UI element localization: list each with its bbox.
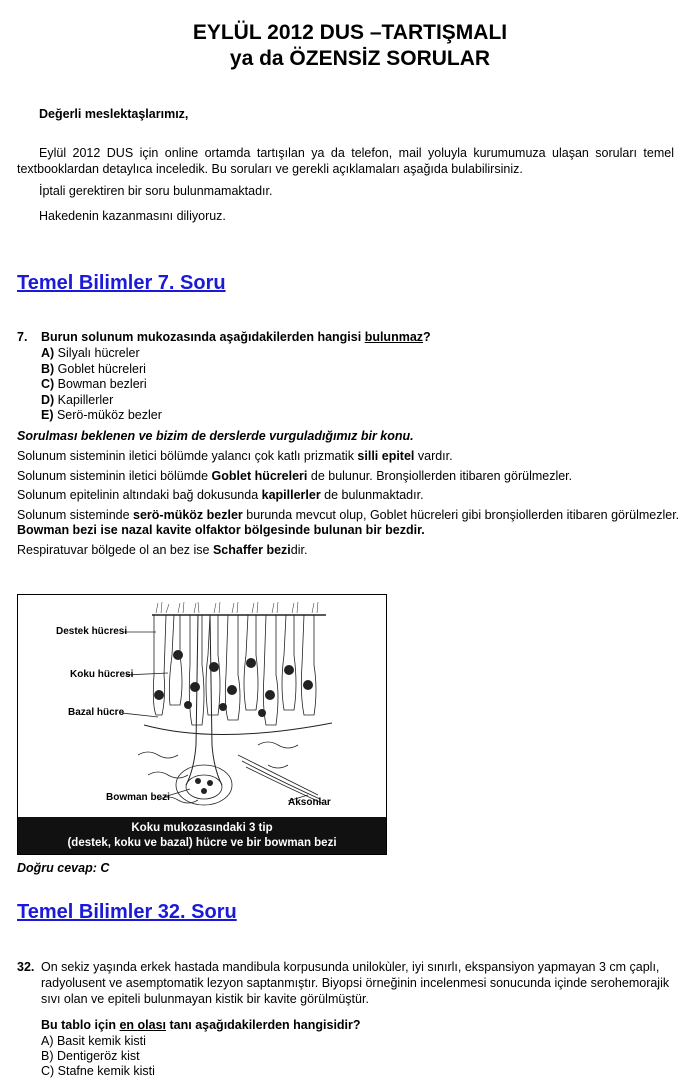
bold-term: Schaffer bezi [212, 543, 291, 557]
option-letter: D) [41, 393, 55, 407]
figure-caption [18, 817, 386, 854]
caption-line2: (destek, koku ve bazal) hücre ve bir bowman bezi [67, 837, 337, 849]
question-ask [41, 1017, 361, 1033]
option-label: Bowman bezleri [54, 377, 147, 391]
question-text [41, 329, 431, 345]
page-title-line1: EYLÜL 2012 DUS –TARTIŞMALI [192, 21, 508, 44]
text-run: Solunum epitelinin altındaki bağ dokusunda [17, 488, 262, 502]
label-support-cell: Destek hücresi [56, 626, 128, 637]
text-run: Solunum sisteminin iletici bölümde [17, 469, 212, 483]
intro-note: İptali gerektiren bir soru bulunmamaktadır. [39, 184, 273, 198]
option-d [41, 393, 113, 409]
option-label: Silyalı hücreler [54, 346, 140, 360]
question-text-part: ? [423, 330, 431, 344]
bold-term: serö-müköz bezler [133, 508, 243, 522]
text-run: Bu tablo için [41, 1018, 120, 1032]
text-run: burunda mevcut olup, Goblet hücreleri gibi bronşiollerden itibaren görülmezler. [242, 508, 680, 522]
text-run: Solunum sisteminde [17, 508, 134, 522]
bold-term: silli epitel [357, 449, 415, 463]
greeting: Değerli meslektaşlarımız, [39, 107, 189, 121]
caption-line1: Koku mukozasındaki 3 tip [131, 822, 273, 834]
option-a [41, 346, 140, 362]
question-number: 7. [17, 330, 28, 344]
option-letter: A) [41, 346, 55, 360]
explanation-line [17, 508, 682, 522]
correct-answer: Doğru cevap: C [17, 861, 110, 875]
question-stem: On sekiz yaşında erkek hastada mandibula korpusunda unilokùler, iyi sınırlı, ekspansiyon yapmayan 3 cm çaplı, radyolusent ve asemptomatik lezyon saptanmıştır. Biyopsi örneğinin incelenmesi sonucunda içinde serohemorajik sıvı olan ve epiteli bulunmayan kistik bir kavite görülmüştür. [41, 960, 670, 1006]
option-label: Kapillerler [54, 393, 114, 407]
option-a: A) Basit kemik kisti [41, 1034, 146, 1048]
page-title-line2: ya da ÖZENSİZ SORULAR [229, 47, 491, 70]
option-c: C) Stafne kemik kisti [41, 1064, 155, 1078]
text-run: de bulunur. Bronşiollerden itibaren görülmezler. [307, 469, 573, 483]
option-b: B) Dentigeröz kist [41, 1049, 140, 1063]
explanation-line [17, 469, 682, 483]
option-label: Goblet hücreleri [54, 362, 146, 376]
explanation-bold-line: Bowman bezi ise nazal kavite olfaktor bölgesinde bulunan bir bezdir. [17, 523, 425, 537]
text-run: de bulunmaktadır. [320, 488, 424, 502]
question-text-part: Burun solunum mukozasında aşağıdakilerden hangisi [41, 330, 365, 344]
text-run: vardır. [414, 449, 453, 463]
explanation-line [17, 449, 682, 463]
text-run: Respiratuvar bölgede ol an bez ise [17, 543, 213, 557]
option-b [41, 362, 146, 378]
option-label: Serö-müköz bezler [53, 408, 162, 422]
question-text-underline: bulunmaz [364, 330, 424, 344]
option-letter: E) [41, 408, 54, 422]
label-olfactory-cell: Koku hücresi [70, 669, 134, 680]
intro-paragraph: Eylül 2012 DUS için online ortamda tartışılan ya da telefon, mail yoluyla kurumumuza ulaşan soruları temel textbooklardan detaylıca inceledik. Bu soruları ve gerekli açıklamaları aşağıda bulabilirsiniz. [17, 146, 674, 176]
label-bowman-gland: Bowman bezi [106, 792, 170, 803]
option-letter: C) [41, 377, 55, 391]
intro-wish: Hakedenin kazanmasını diliyoruz. [39, 209, 226, 223]
text-run: tanı aşağıdakilerden hangisidir? [166, 1018, 361, 1032]
bold-term: kapillerler [261, 488, 321, 502]
emphasis-note: Sorulması beklenen ve bizim de derslerde vurguladığımız bir konu. [17, 429, 414, 443]
text-run: Solunum sisteminin iletici bölümde yalancı çok katlı prizmatik [17, 449, 358, 463]
olfactory-mucosa-figure [17, 594, 387, 855]
question-number: 32. [17, 960, 35, 974]
section-heading-q7[interactable]: Temel Bilimler 7. Soru [17, 272, 226, 294]
text-run: dir. [290, 543, 308, 557]
option-letter: B) [41, 362, 55, 376]
option-e [41, 408, 162, 424]
text-underline: en olası [119, 1018, 167, 1032]
label-basal-cell: Bazal hücre [68, 707, 125, 718]
section-heading-q32[interactable]: Temel Bilimler 32. Soru [17, 901, 237, 923]
explanation-line [17, 488, 682, 502]
label-axons: Aksonlar [288, 797, 331, 808]
option-c [41, 377, 147, 393]
explanation-line [17, 543, 682, 557]
bold-term: Goblet hücreleri [211, 469, 308, 483]
